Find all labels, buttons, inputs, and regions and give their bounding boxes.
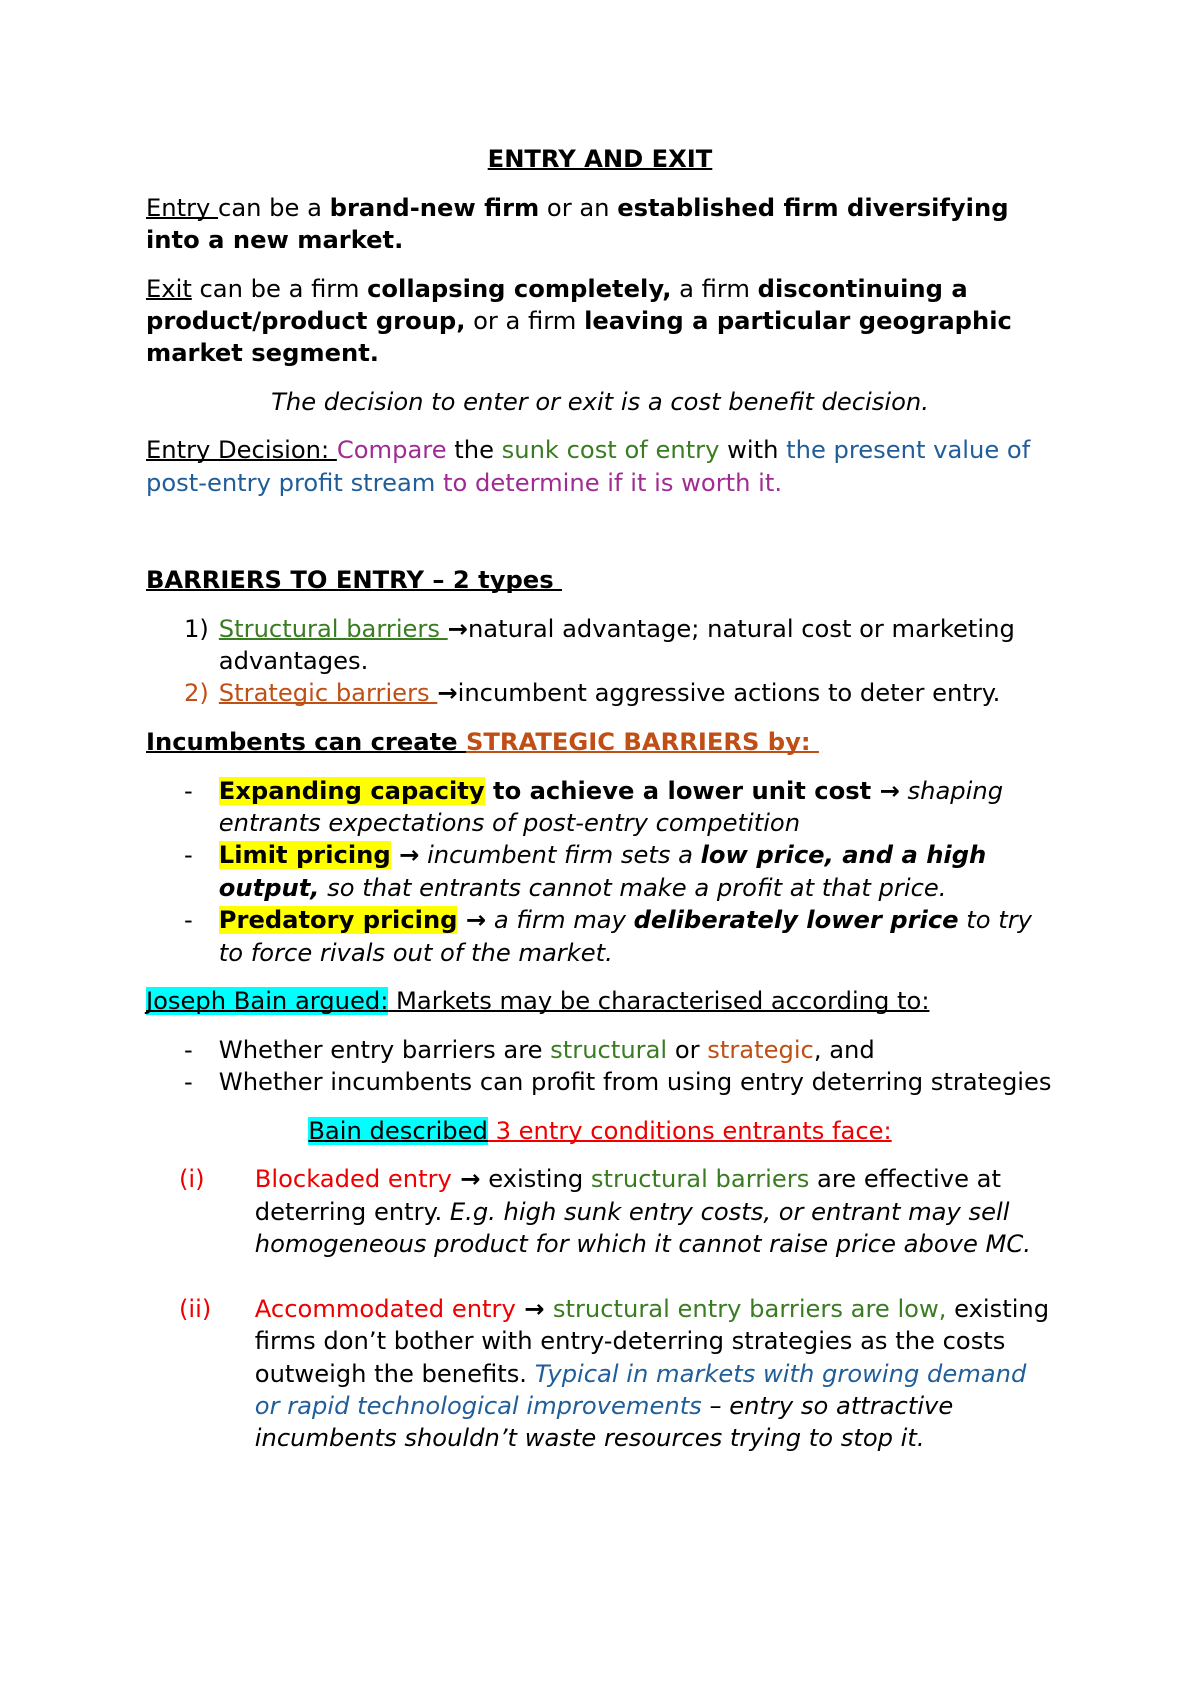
list-item	[0, 775, 1200, 840]
key-phrase: deliberately lower price	[633, 906, 959, 935]
list-item	[0, 613, 1200, 678]
text-line	[255, 1293, 1200, 1325]
text-line	[219, 937, 1200, 969]
bullet-marker: -	[184, 776, 193, 805]
body-text: existing	[480, 1165, 591, 1194]
text-line	[219, 645, 1200, 677]
right-arrow-icon: →	[451, 1165, 481, 1194]
list-item	[0, 677, 1200, 709]
highlighted-term: Bain described	[308, 1116, 488, 1145]
highlighted-term: Predatory pricing	[218, 906, 458, 935]
right-arrow-icon: →	[457, 906, 487, 935]
right-arrow-icon: →	[515, 1294, 553, 1323]
list-item	[0, 839, 1200, 904]
body-text: incumbent aggressive actions to deter entry.	[457, 679, 1001, 708]
body-text: or an	[539, 193, 618, 222]
body-text: can be a firm	[191, 274, 368, 303]
text-line	[255, 1325, 1200, 1357]
note-text: incumbents shouldn’t waste resources trying to stop it.	[254, 1424, 925, 1453]
exit-definition	[146, 273, 1200, 370]
text-line	[219, 677, 1200, 709]
note-text: The decision to enter or exit is a cost benefit decision.	[271, 387, 929, 416]
document-title: ENTRY AND EXIT	[487, 145, 713, 173]
text-line	[146, 305, 1200, 337]
text-line	[255, 1196, 1200, 1228]
body-text: are effective at	[809, 1165, 1001, 1194]
text-line	[146, 224, 1200, 256]
right-arrow-icon: →	[447, 614, 468, 643]
highlighted-term: Expanding capacity	[218, 776, 485, 805]
body-text: Whether incumbents can profit from using entry deterring strategies	[218, 1068, 1052, 1097]
body-text: firms don’t bother with entry-deterring strategies as the costs	[254, 1327, 1006, 1356]
key-phrase: output,	[218, 873, 320, 902]
key-phrase: market segment.	[146, 339, 379, 368]
note-text: entrants expectations of post-entry competition	[218, 808, 801, 837]
body-text: natural advantage; natural cost or marketing	[467, 614, 1015, 643]
text-line	[255, 1358, 1200, 1390]
text-line	[146, 985, 1200, 1017]
list-number: 1)	[184, 614, 209, 643]
text-line	[219, 613, 1200, 645]
decision-note	[146, 386, 1054, 418]
bullet-marker: -	[184, 841, 193, 870]
conditions-title: 3 entry conditions entrants face:	[487, 1116, 892, 1145]
bullet-marker: -	[184, 906, 193, 935]
note-text: shaping	[899, 776, 1004, 805]
list-item	[0, 1066, 1200, 1098]
barrier-types-list	[0, 613, 1200, 710]
sunk-cost-text: sunk cost of entry	[501, 436, 720, 465]
present-value-text: post-entry profit stream	[146, 468, 436, 497]
text-line	[255, 1228, 1200, 1260]
list-item	[0, 1293, 1200, 1455]
text-line	[146, 337, 1200, 369]
text-line	[219, 904, 1200, 936]
key-phrase: product/product group,	[146, 306, 466, 335]
note-text: so that entrants cannot make a profit at that price.	[319, 873, 947, 902]
bullet-marker: -	[184, 1068, 193, 1097]
note-text: – entry so attractive	[701, 1391, 954, 1420]
text-line	[219, 872, 1200, 904]
entry-definition	[146, 192, 1200, 257]
example-text: homogeneous product for which it cannot raise price above MC.	[254, 1229, 1031, 1258]
body-text: or a firm	[465, 306, 585, 335]
term-label: Entry	[146, 193, 219, 222]
text-line	[146, 1115, 1054, 1147]
list-item	[0, 1034, 1200, 1066]
text-line	[255, 1163, 1200, 1195]
body-text: a firm	[671, 274, 758, 303]
note-text: to force rivals out of the market.	[218, 938, 613, 967]
section-heading: Incumbents can create	[146, 727, 466, 756]
present-value-text: the present value of	[786, 436, 1031, 465]
barriers-heading	[146, 564, 1200, 596]
note-text: incumbent firm sets a	[419, 841, 701, 870]
text-line	[219, 839, 1200, 871]
term-label: Entry Decision:	[146, 436, 337, 465]
key-phrase: established firm diversifying	[617, 193, 1009, 222]
text-line	[146, 273, 1200, 305]
compare-text: Compare	[336, 436, 447, 465]
text-line	[146, 467, 1200, 499]
right-arrow-icon: →	[437, 679, 458, 708]
bain-criteria-list	[0, 1034, 1200, 1099]
text-line	[146, 564, 1200, 596]
strategic-term: strategic	[707, 1035, 814, 1064]
example-text: Typical in markets with growing demand	[534, 1359, 1027, 1388]
body-text: , and	[813, 1035, 875, 1064]
text-line	[219, 807, 1200, 839]
entry-conditions-list	[0, 1163, 1200, 1455]
empty-line	[0, 1260, 1200, 1292]
text-line	[146, 386, 1054, 418]
list-item	[0, 904, 1200, 969]
key-phrase: collapsing completely,	[367, 274, 672, 303]
body-text: Whether entry barriers are	[218, 1035, 551, 1064]
body-text: existing	[946, 1294, 1050, 1323]
list-number: 2)	[184, 679, 209, 708]
text-line	[255, 1422, 1200, 1454]
empty-paragraph	[146, 515, 1200, 547]
term-label: Exit	[146, 274, 192, 303]
list-number: (i)	[179, 1165, 205, 1194]
strategic-barriers-heading: STRATEGIC BARRIERS by:	[465, 727, 819, 756]
key-phrase: leaving a particular geographic	[584, 306, 1012, 335]
body-text: the	[446, 436, 502, 465]
right-arrow-icon: →	[390, 841, 420, 870]
conditions-heading	[146, 1115, 1054, 1147]
text-line	[146, 726, 1200, 758]
highlighted-term: Limit pricing	[218, 841, 391, 870]
list-item	[0, 1163, 1200, 1260]
text-line	[219, 775, 1200, 807]
structural-term: structural entry barriers are low,	[552, 1294, 947, 1323]
strategic-heading	[146, 726, 1200, 758]
example-text: or rapid technological improvements	[254, 1391, 702, 1420]
structural-term: structural	[550, 1035, 668, 1064]
example-text: E.g. high sunk entry costs, or entrant may sell	[449, 1197, 1010, 1226]
title-paragraph	[146, 143, 1054, 175]
strategic-barriers-term: Strategic barriers	[218, 679, 438, 708]
key-phrase: to achieve a lower unit cost →	[484, 776, 900, 805]
body-text: advantages.	[218, 647, 369, 675]
text-line	[146, 143, 1054, 175]
entry-decision	[146, 434, 1200, 499]
body-text: Markets may be characterised according to:	[388, 987, 930, 1016]
structural-term: structural barriers	[590, 1165, 810, 1194]
key-phrase: discontinuing a	[757, 274, 968, 303]
bain-heading	[146, 985, 1200, 1017]
body-text: or	[667, 1035, 708, 1064]
text-line	[146, 192, 1200, 224]
body-text: deterring entry.	[254, 1197, 450, 1226]
note-text: to try	[958, 906, 1032, 935]
list-number: (ii)	[179, 1294, 212, 1323]
key-phrase: into a new market.	[146, 225, 404, 254]
key-phrase: low price, and a high	[700, 841, 987, 870]
text-line	[146, 434, 1200, 466]
note-text: a firm may	[486, 906, 634, 935]
key-phrase: brand-new firm	[329, 193, 540, 222]
bullet-marker: -	[184, 1035, 193, 1064]
body-text: outweigh the benefits.	[254, 1359, 535, 1388]
body-text: with	[719, 436, 787, 465]
condition-name: Blockaded entry	[254, 1165, 452, 1194]
condition-name: Accommodated entry	[254, 1294, 516, 1323]
text-line	[255, 1390, 1200, 1422]
determine-worth-text: to determine if it is worth it.	[435, 468, 783, 497]
text-line	[146, 515, 1200, 547]
text-line	[219, 1066, 1200, 1098]
section-heading: BARRIERS TO ENTRY – 2 types	[146, 566, 563, 595]
text-line	[219, 1034, 1200, 1066]
strategic-barriers-list	[0, 775, 1200, 969]
structural-barriers-term: Structural barriers	[218, 614, 448, 643]
body-text: can be a	[218, 193, 330, 222]
highlighted-term: Joseph Bain argued:	[146, 987, 389, 1016]
